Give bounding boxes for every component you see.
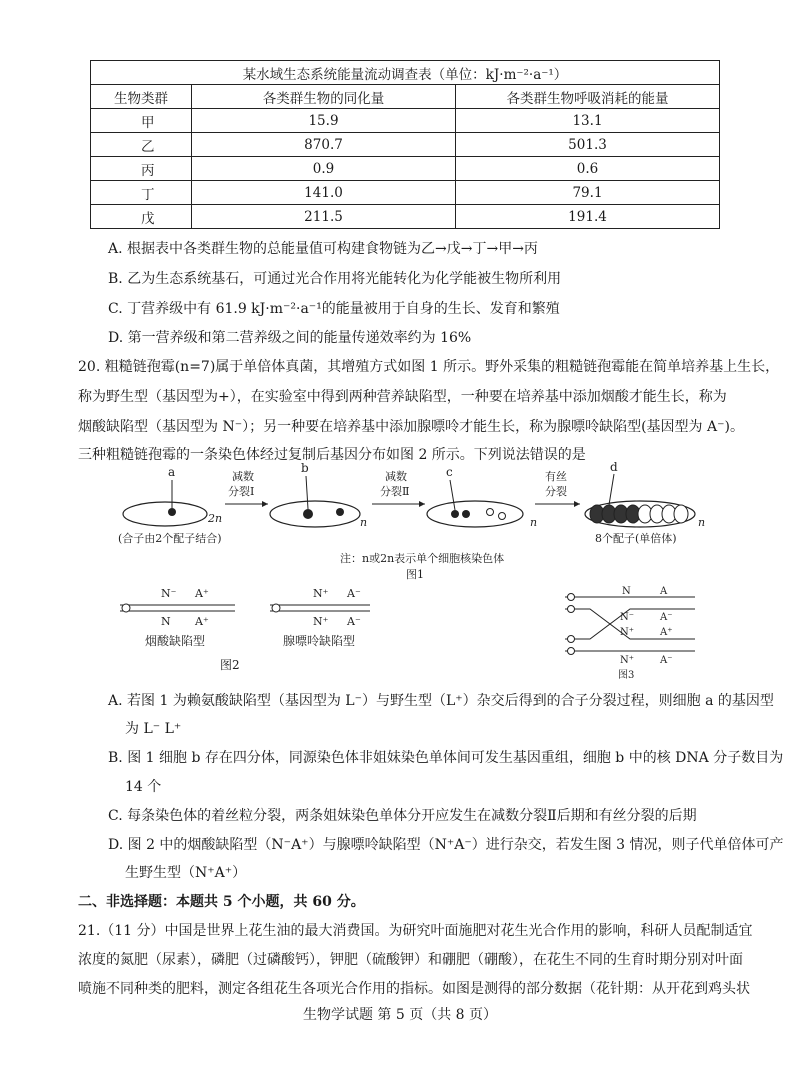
step2-label: 减数 xyxy=(385,470,407,483)
spores xyxy=(590,505,688,523)
table-cell: 甲 xyxy=(91,109,192,133)
table-row xyxy=(91,181,720,205)
gene-label: A⁻ xyxy=(347,587,361,600)
table-cell: 191.4 xyxy=(456,205,720,229)
label-a: a xyxy=(168,465,176,479)
step1-label: 减数 xyxy=(232,470,254,483)
centromere xyxy=(568,594,575,601)
q19-option-c: C. 丁营养级中有 61.9 kJ·m⁻²·a⁻¹的能量被用于自身的生长、发育和繁殖 xyxy=(108,301,560,317)
gene-label: N xyxy=(622,586,631,597)
table-cell: 141.0 xyxy=(192,181,456,205)
gene-label: N⁻ xyxy=(620,612,635,623)
q20-stem: 烟酸缺陷型（基因型为 N⁻）；另一种要在培养基中添加腺嘌呤才能生长，称为腺嘌呤缺陷型(基因型为 A⁻)。 xyxy=(78,419,744,435)
step2-label-b: 分裂Ⅱ xyxy=(380,485,410,498)
pointer-d xyxy=(609,474,614,505)
label-c: c xyxy=(446,465,453,479)
cell-c xyxy=(427,501,523,527)
table-cell: 丙 xyxy=(91,157,192,181)
adenine-deficient-label: 腺嘌呤缺陷型 xyxy=(283,634,356,648)
q20-option-a-cont: 为 L⁻ L⁺ xyxy=(125,721,182,737)
gene-label: A⁺ xyxy=(660,627,673,638)
niacin-deficient-label: 烟酸缺陷型 xyxy=(145,634,206,648)
table-row xyxy=(91,157,720,181)
figure-3 xyxy=(560,585,700,680)
table-cell: 501.3 xyxy=(456,133,720,157)
table-cell: 79.1 xyxy=(456,181,720,205)
nucleus xyxy=(451,510,459,518)
table-cell: 0.6 xyxy=(456,157,720,181)
figure-2 xyxy=(115,585,375,675)
q20-option-b: B. 图 1 细胞 b 存在四分体，同源染色体非姐妹染色单体间可发生基因重组，细胞 b 中的核 DNA 分子数目为 xyxy=(108,750,784,766)
pointer-b xyxy=(306,476,308,509)
arrow-head-icon xyxy=(574,501,580,507)
section-heading: 二、非选择题：本题共 5 个小题，共 60 分。 xyxy=(78,894,365,910)
gene-label: A xyxy=(660,586,668,597)
table-cell: 乙 xyxy=(91,133,192,157)
ploidy-label: n xyxy=(530,516,538,529)
q20-option-a: A. 若图 1 为赖氨酸缺陷型（基因型为 L⁻）与野生型（L⁺）杂交后得到的合子分裂过程，则细胞 a 的基因型 xyxy=(108,693,774,709)
ploidy-label: 2n xyxy=(208,512,223,525)
table-row xyxy=(91,133,720,157)
energy-flow-table xyxy=(90,60,720,229)
table-cell: 15.9 xyxy=(192,109,456,133)
table-cell: 13.1 xyxy=(456,109,720,133)
gene-label: N⁺ xyxy=(620,627,635,638)
step3-label-b: 分裂 xyxy=(545,485,567,498)
centromere xyxy=(122,604,130,612)
table-header: 生物类群 xyxy=(91,85,192,109)
ploidy-label: n xyxy=(698,516,706,529)
nucleus xyxy=(462,510,470,518)
q21-stem: 喷施不同种类的肥料，测定各组花生各项光合作用的指标。如图是测得的部分数据（花针期：从开花到鸡头状 xyxy=(78,981,750,997)
pointer-c xyxy=(450,480,455,510)
centromere xyxy=(568,636,575,643)
table-header: 各类群生物的同化量 xyxy=(192,85,456,109)
nucleus xyxy=(303,509,313,519)
q20-option-d-cont: 生野生型（N⁺A⁺） xyxy=(125,865,247,881)
q19-option-a: A. 根据表中各类群生物的总能量值可构建食物链为乙→戊→丁→甲→丙 xyxy=(108,241,538,257)
arrow-head-icon xyxy=(419,501,425,507)
gene-label: A⁺ xyxy=(195,587,209,600)
gene-label: A⁻ xyxy=(660,612,673,623)
table-cell: 丁 xyxy=(91,181,192,205)
spores-note: 8个配子(单倍体) xyxy=(595,532,677,545)
q20-option-d: D. 图 2 中的烟酸缺陷型（N⁻A⁺）与腺嘌呤缺陷型（N⁺A⁻）进行杂交，若发生图 3 情况，则子代单倍体可产 xyxy=(108,837,784,853)
q21-stem: 浓度的氮肥（尿素），磷肥（过磷酸钙），钾肥（硫酸钾）和硼肥（硼酸），在花生不同的生育时期分别对叶面 xyxy=(78,952,743,968)
nucleus xyxy=(487,509,494,516)
gene-label: N⁻ xyxy=(161,587,177,600)
page-footer: 生物学试题 第 5 页（共 8 页） xyxy=(302,1007,498,1023)
q19-option-b: B. 乙为生态系统基石，可通过光合作用将光能转化为化学能被生物所利用 xyxy=(108,271,562,287)
q21-stem: 21.（11 分）中国是世界上花生油的最大消费国。为研究叶面施肥对花生光合作用的影响，科研人员配制适宜 xyxy=(78,923,753,939)
table-cell: 211.5 xyxy=(192,205,456,229)
q20-option-b-cont: 14 个 xyxy=(125,779,162,795)
ploidy-label: n xyxy=(360,516,368,529)
gene-label: A⁻ xyxy=(347,615,361,628)
zygote-nucleus xyxy=(168,508,176,516)
q20-stem: 称为野生型（基因型为+），在实验室中得到两种营养缺陷型，一种要在培养基中添加烟酸才能生长，称为 xyxy=(78,389,727,405)
gene-label: A⁺ xyxy=(195,615,209,628)
table-cell: 0.9 xyxy=(192,157,456,181)
label-d: d xyxy=(610,462,618,474)
centromere xyxy=(568,606,575,613)
arrow-head-icon xyxy=(262,501,268,507)
table-row xyxy=(91,205,720,229)
table-row xyxy=(91,109,720,133)
table-cell: 戊 xyxy=(91,205,192,229)
figure-1 xyxy=(110,462,710,582)
q19-option-d: D. 第一营养级和第二营养级之间的能量传递效率约为 16% xyxy=(108,330,472,346)
centromere xyxy=(568,648,575,655)
label-b: b xyxy=(301,462,309,475)
nucleus xyxy=(499,513,506,520)
centromere xyxy=(272,604,280,612)
cell-b xyxy=(270,501,360,527)
figure-note: 注：n或2n表示单个细胞核染色体 xyxy=(340,552,505,565)
q20-stem: 20. 粗糙链孢霉(n=7)属于单倍体真菌，其增殖方式如图 1 所示。野外采集的粗糙链孢霉能在简单培养基上生长， xyxy=(78,359,780,375)
zygote-cell xyxy=(123,502,207,526)
nucleus xyxy=(336,508,344,516)
step1-label-b: 分裂Ⅰ xyxy=(228,485,255,498)
gene-label: N⁺ xyxy=(620,655,635,666)
q20-option-c: C. 每条染色体的着丝粒分裂，两条姐妹染色单体分开应发生在减数分裂Ⅱ后期和有丝分裂的后期 xyxy=(108,808,697,824)
gene-label: N⁺ xyxy=(313,587,329,600)
zygote-note: (合子由2个配子结合) xyxy=(118,532,222,545)
table-header: 各类群生物呼吸消耗的能量 xyxy=(456,85,720,109)
figure-caption: 图3 xyxy=(618,670,635,680)
table-caption: 某水域生态系统能量流动调查表（单位：kJ·m⁻²·a⁻¹） xyxy=(91,61,720,85)
q20-stem: 三种粗糙链孢霉的一条染色体经过复制后基因分布如图 2 所示。下列说法错误的是 xyxy=(78,447,586,463)
step3-label: 有丝 xyxy=(545,470,567,483)
gene-label: N xyxy=(161,615,171,628)
figure-caption: 图1 xyxy=(406,568,424,581)
table-cell: 870.7 xyxy=(192,133,456,157)
gene-label: N⁺ xyxy=(313,615,329,628)
figure-caption: 图2 xyxy=(220,658,240,672)
gene-label: A⁻ xyxy=(660,655,673,666)
